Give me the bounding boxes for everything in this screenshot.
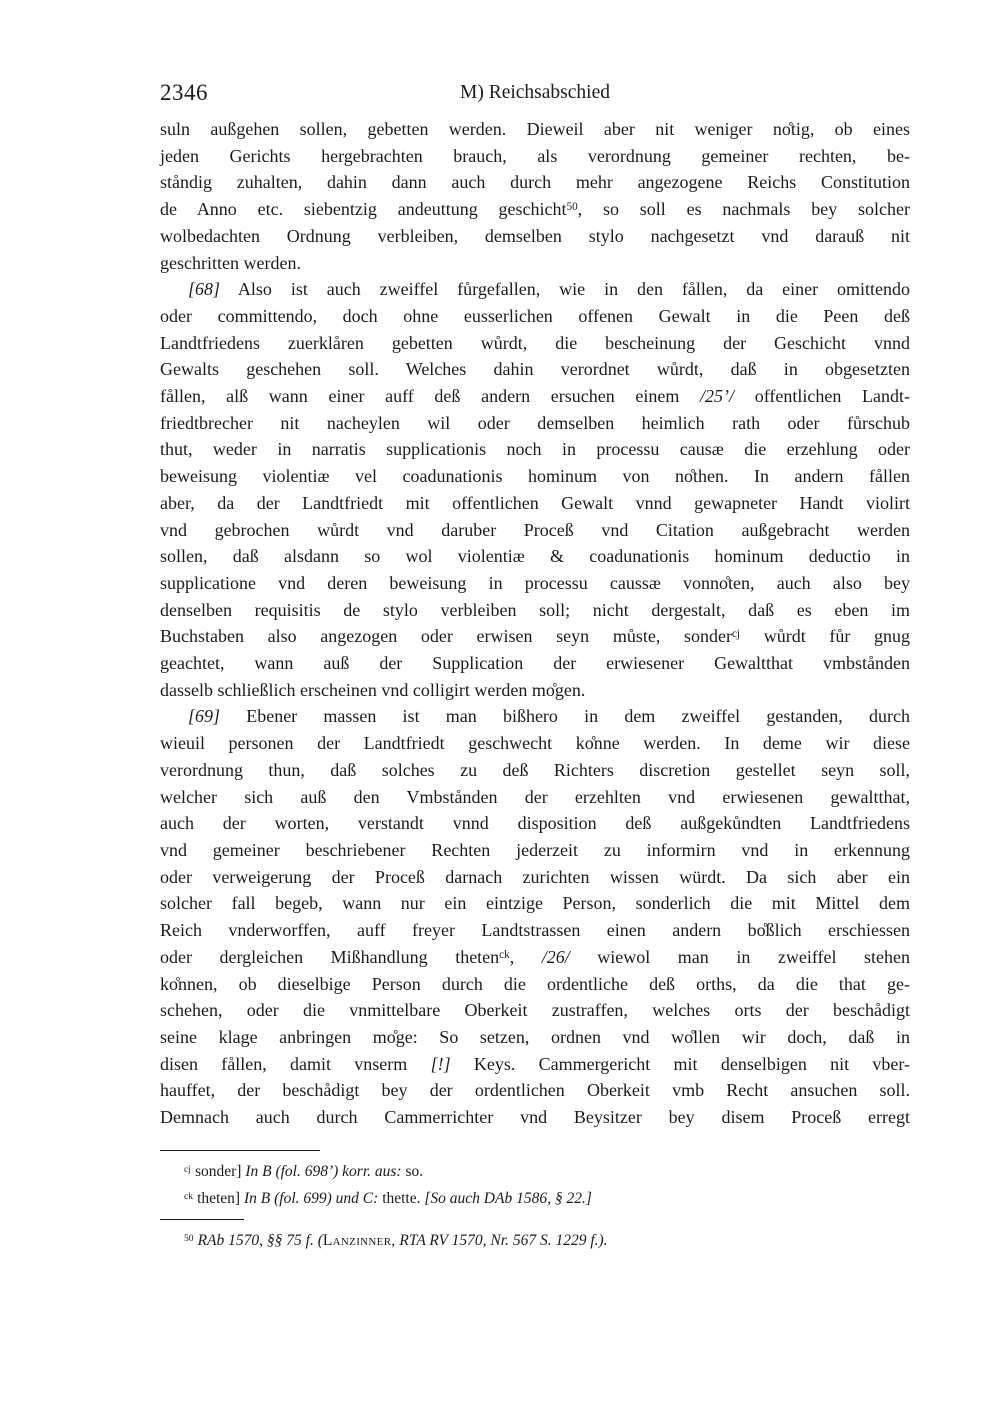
text-segment: dasselb schließlich erscheinen vnd colligirt werden mo̊gen. — [160, 679, 586, 700]
text-line — [160, 543, 910, 570]
text-line — [160, 223, 910, 250]
text-segment: auch der worten, verstandt vnnd disposition deß außgekůndten Landtfriedens — [160, 813, 910, 834]
text-segment: Also ist auch zweiffel fůrgefallen, wie in den fållen, da einer omittendo — [220, 279, 910, 300]
text-segment: Ebener massen ist man bißhero in dem zweiffel gestanden, durch — [220, 706, 910, 727]
text-segment: [So auch DAb 1586, § 22.] — [424, 1190, 592, 1207]
apparatus-line — [160, 1158, 910, 1185]
text-line — [160, 623, 910, 650]
text-line — [160, 276, 910, 303]
text-segment: [68] — [188, 279, 221, 300]
apparatus-line — [160, 1185, 910, 1212]
text-segment: RAb 1570, §§ 75 f. ( — [197, 1232, 323, 1249]
footnote-line — [160, 1227, 910, 1254]
apparatus-divider-rule — [160, 1150, 320, 1151]
text-line — [160, 1024, 910, 1051]
text-segment: oder committendo, doch ohne eusserlichen offenen Gewalt in die Peen deß — [160, 305, 910, 326]
text-line — [160, 250, 910, 277]
text-line — [160, 490, 910, 517]
footnote-marker: ck — [499, 948, 510, 961]
footnote-marker: 50 — [184, 1232, 194, 1244]
text-segment: thut, weder in narratis supplicationis noch in processu causæ die erzehlung oder — [160, 439, 910, 460]
text-line — [160, 383, 910, 410]
text-segment: wůrdt fůr gnug — [740, 626, 911, 647]
text-segment: hauffet, der beschådigt bey der ordentlichen Oberkeit vmb Recht ansuchen soll. — [160, 1080, 910, 1101]
text-line — [160, 917, 910, 944]
text-segment: geachtet, wann auß der Supplication der erwiesener Gewaltthat vmbstånden — [160, 653, 910, 674]
text-segment: Buchstaben also angezogen oder erwisen seyn můste, sonder — [160, 626, 732, 647]
text-segment: , — [509, 946, 542, 967]
text-segment: suln außgehen sollen, gebetten werden. Dieweil aber nit weniger no̊tig, ob eines — [160, 119, 910, 139]
text-line — [160, 1104, 910, 1131]
text-segment: offentlichen Landt- — [734, 386, 910, 407]
text-segment: supplicatione vnd deren beweisung in processu caussæ vonno̊ten, auch also bey — [160, 572, 910, 593]
footnote-divider-rule — [160, 1219, 244, 1220]
text-segment: ståndig zuhalten, dahin dann auch durch mehr angezogene Reichs Constitution — [160, 172, 910, 193]
numbered-footnotes — [160, 1227, 910, 1254]
text-segment: /26/ — [541, 946, 570, 967]
text-segment: de Anno etc. siebentzig andeuttung geschicht — [160, 199, 567, 220]
text-segment: RTA RV 1570, Nr. 567 S. 1229 f.). — [395, 1232, 608, 1249]
text-segment: beweisung violentiæ vel coadunationis hominum von no̊then. In andern fållen — [160, 466, 910, 487]
running-title: M) Reichsabschied — [459, 82, 610, 103]
footnote-marker: cj — [731, 628, 741, 641]
text-segment: Keys. Cammergericht mit denselbigen nit vber- — [450, 1053, 910, 1074]
text-segment: solcher fall begeb, wann nur ein eintzige Person, sonderlich die mit Mittel dem — [160, 893, 910, 914]
text-line — [160, 410, 910, 437]
text-segment: vnd gemeiner beschriebener Rechten jederzeit zu informirn vnd in erkennung — [160, 839, 910, 860]
text-segment: vnd gebrochen wůrdt vnd daruber Proceß vnd Citation außgebracht werden — [160, 519, 910, 540]
page-number: 2346 — [160, 80, 208, 105]
text-line — [160, 757, 910, 784]
text-line — [160, 677, 910, 704]
text-line — [160, 944, 910, 971]
text-segment: ko̊nnen, ob dieselbige Person durch die ordentliche deß orths, da die that ge- — [160, 973, 910, 994]
text-segment: thette. — [378, 1190, 425, 1207]
text-segment: In B (fol. 699) und C: — [243, 1190, 379, 1207]
text-segment: schehen, oder die vnmittelbare Oberkeit zustraffen, welches orts der beschådigt — [160, 1000, 910, 1021]
text-segment: so. — [401, 1163, 424, 1180]
text-segment: welcher sich auß den Vmbstånden der erzehlten vnd erwiesenen gewaltthat, — [160, 786, 910, 807]
text-line — [160, 890, 910, 917]
text-line — [160, 864, 910, 891]
footnote-marker: cj — [184, 1163, 191, 1175]
text-line — [160, 703, 910, 730]
text-segment: aber, da der Landtfriedt mit offentlichen Gewalt vnnd gewapneter Handt violirt — [160, 492, 910, 513]
text-segment: seine klage anbringen mo̊ge: So setzen, ordnen vnd wo̊llen wir doch, daß in — [160, 1026, 910, 1047]
text-segment: oder verweigerung der Proceß darnach zurichten wissen würdt. Da sich aber ein — [160, 866, 910, 887]
text-line — [160, 810, 910, 837]
text-segment: , so soll es nachmals bey solcher — [577, 199, 911, 220]
text-line — [160, 1077, 910, 1104]
text-segment: sollen, daß alsdann so wol violentiæ & coadunationis hominum deductio in — [160, 546, 910, 567]
text-line — [160, 971, 910, 998]
text-segment: wiewol man in zweiffel stehen — [569, 946, 910, 967]
text-segment: [69] — [188, 706, 221, 727]
text-segment: jeden Gerichts hergebrachten brauch, als verordnung gemeiner rechten, be- — [160, 145, 910, 166]
text-segment: denselben requisitis de stylo verbleiben soll; nicht dergestalt, daß es eben im — [160, 599, 910, 620]
text-line — [160, 196, 910, 223]
text-line — [160, 837, 910, 864]
body-text — [160, 116, 910, 1131]
text-segment: wolbedachten Ordnung verbleiben, demselben stylo nachgesetzt vnd darauß nit — [160, 225, 910, 246]
text-segment: geschritten werden. — [160, 252, 301, 273]
text-line — [160, 997, 910, 1024]
paragraph — [160, 116, 910, 276]
text-segment: Landtfriedens zuerklåren gebetten wůrdt, die bescheinung der Geschicht vnnd — [160, 332, 910, 353]
text-line — [160, 356, 910, 383]
text-segment: Lanzinner, — [322, 1232, 396, 1249]
footnote-area — [160, 1150, 910, 1254]
text-line — [160, 570, 910, 597]
text-segment: /25’/ — [700, 386, 735, 407]
text-segment: Reich vnderworffen, auff freyer Landtstrassen einen andern bo̊ßlich erschiessen — [160, 920, 910, 941]
text-segment: verordnung thun, daß solches zu deß Richters discretion gestellet seyn soll, — [160, 759, 910, 780]
text-segment: Demnach auch durch Cammerrichter vnd Beysitzer bey disem Proceß erregt — [160, 1107, 910, 1128]
text-segment: sonder] — [194, 1163, 246, 1180]
page-header — [160, 80, 910, 108]
text-segment: [!] — [430, 1053, 451, 1074]
text-line — [160, 330, 910, 357]
text-line — [160, 650, 910, 677]
text-line — [160, 730, 910, 757]
text-line — [160, 303, 910, 330]
text-line — [160, 436, 910, 463]
text-segment: fållen, alß wann einer auff deß andern ersuchen einem — [160, 386, 701, 407]
text-line — [160, 597, 910, 624]
paragraph — [160, 703, 910, 1130]
text-segment: wieuil personen der Landtfriedt geschwecht ko̊nne werden. In deme wir diese — [160, 733, 910, 754]
paragraph — [160, 276, 910, 703]
text-line — [160, 784, 910, 811]
text-segment: theten] — [197, 1190, 244, 1207]
text-segment: friedtbrecher nit nacheylen wil oder demselben heimlich rath oder fůrschub — [160, 412, 910, 433]
text-line — [160, 1051, 910, 1078]
text-segment: disen fållen, damit vnserm — [160, 1053, 431, 1074]
text-line — [160, 116, 910, 143]
text-segment: oder dergleichen Mißhandlung theten — [160, 946, 500, 967]
text-line — [160, 517, 910, 544]
critical-apparatus — [160, 1158, 910, 1212]
footnote-marker: ck — [184, 1190, 194, 1202]
text-line — [160, 463, 910, 490]
text-line — [160, 143, 910, 170]
text-segment: In B (fol. 698’) korr. aus: — [245, 1163, 402, 1180]
footnote-marker: 50 — [566, 201, 578, 214]
text-line — [160, 169, 910, 196]
text-segment: Gewalts geschehen soll. Welches dahin verordnet wůrdt, daß in obgesetzten — [160, 359, 910, 380]
